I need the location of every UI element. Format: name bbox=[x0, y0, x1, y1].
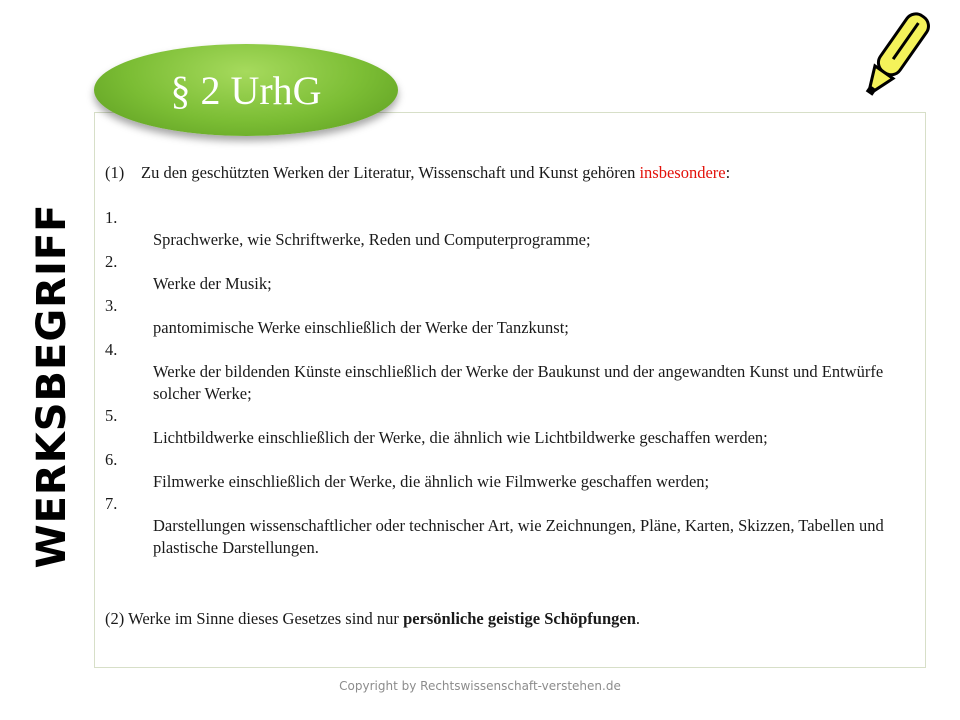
list-item-number: 2. bbox=[105, 252, 118, 271]
section-badge bbox=[94, 44, 398, 136]
paragraph-2-text: (2) Werke im Sinne dieses Gesetzes sind nur bbox=[105, 609, 404, 628]
list-item bbox=[105, 339, 915, 405]
list-item-text: pantomimische Werke einschließlich der Werke der Tanzkunst; bbox=[153, 318, 569, 337]
list-item bbox=[105, 493, 915, 559]
paragraph-1-end: : bbox=[725, 163, 731, 182]
list-item-number: 7. bbox=[105, 494, 118, 513]
list-item-number: 4. bbox=[105, 340, 118, 359]
list-item-number: 6. bbox=[105, 450, 118, 469]
paragraph-1-number: (1) bbox=[105, 163, 125, 182]
list-item bbox=[105, 449, 915, 493]
list-item bbox=[105, 405, 915, 449]
paragraph-1-text: Zu den geschützten Werken der Literatur, Wissenschaft und Kunst gehören bbox=[141, 163, 640, 182]
paragraph-1 bbox=[105, 163, 730, 183]
side-title bbox=[16, 203, 88, 569]
highlighter-pencil-icon bbox=[858, 6, 934, 104]
list-item-text: Werke der bildenden Künste einschließlich der Werke der Baukunst und der angewandten Kunst und Entwürfe solcher Werke; bbox=[153, 362, 884, 403]
paragraph-2-end: . bbox=[635, 609, 641, 628]
list-item-number: 1. bbox=[105, 208, 118, 227]
list-item-text: Lichtbildwerke einschließlich der Werke, die ähnlich wie Lichtbildwerke geschaffen werden; bbox=[153, 428, 768, 447]
law-text-card bbox=[94, 112, 926, 668]
paragraph-2 bbox=[105, 609, 640, 629]
list-item-text: Darstellungen wissenschaftlicher oder technischer Art, wie Zeichnungen, Pläne, Karten, Skizzen, Tabellen und plastische Darstellungen. bbox=[153, 516, 884, 557]
paragraph-2-bold: persönliche geistige Schöpfungen bbox=[403, 609, 636, 628]
section-badge-label: § 2 UrhG bbox=[170, 67, 322, 113]
work-type-list bbox=[105, 207, 915, 559]
side-title-text: WERKSBEGRIFF bbox=[29, 203, 75, 569]
list-item-number: 3. bbox=[105, 296, 118, 315]
list-item-text: Werke der Musik; bbox=[153, 274, 272, 293]
paragraph-1-highlight: insbesondere bbox=[639, 163, 726, 182]
list-item-text: Filmwerke einschließlich der Werke, die ähnlich wie Filmwerke geschaffen werden; bbox=[153, 472, 710, 491]
list-item bbox=[105, 295, 915, 339]
list-item bbox=[105, 251, 915, 295]
list-item-number: 5. bbox=[105, 406, 118, 425]
list-item-text: Sprachwerke, wie Schriftwerke, Reden und Computerprogramme; bbox=[153, 230, 591, 249]
copyright-footer: Copyright by Rechtswissenschaft-verstehen.de bbox=[339, 679, 621, 693]
list-item bbox=[105, 207, 915, 251]
